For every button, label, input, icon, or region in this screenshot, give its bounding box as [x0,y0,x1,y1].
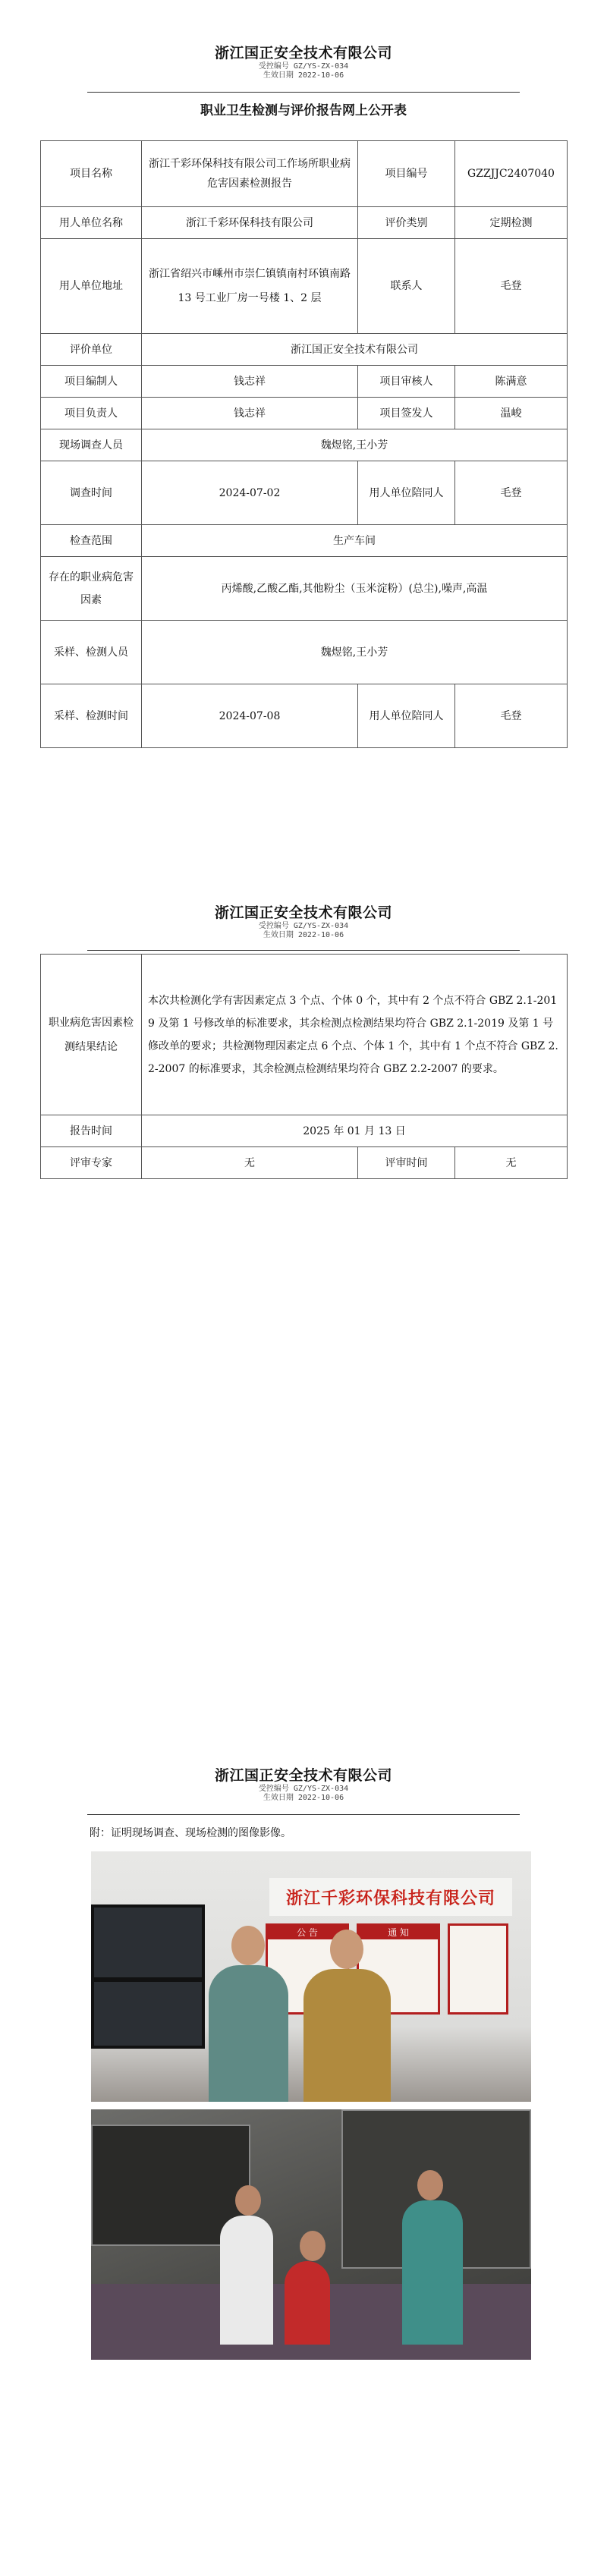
control-number-2: 受控编号 GZ/YS-ZX-034 [258,922,349,930]
report-time-label: 报告时间 [41,1115,142,1147]
surveyor-label: 现场调查人员 [41,429,142,461]
site-testing-photo [91,2109,531,2360]
page-header [87,42,520,80]
project-name-label: 项目名称 [41,141,142,207]
control-number: 受控编号 GZ/YS-ZX-034 [258,62,349,71]
result-label: 职业病危害因素检测结果结论 [41,955,142,1115]
reviewer-label: 项目审核人 [358,366,455,398]
employer-value: 浙江千彩环保科技有限公司 [142,207,358,239]
control-number-3: 受控编号 GZ/YS-ZX-034 [258,1785,349,1793]
effective-date: 生效日期 2022-10-06 [263,71,344,80]
effective-date-3: 生效日期 2022-10-06 [263,1794,344,1802]
leader-value: 钱志祥 [142,398,358,429]
escort-value: 毛登 [455,461,568,525]
address-value: 浙江省绍兴市嵊州市崇仁镇镇南村环镇南路 13 号工业厂房一号楼 1、2 层 [142,239,358,334]
person-2 [304,1969,391,2102]
issuer-value: 温峻 [455,398,568,429]
worker-2 [285,2261,330,2345]
result-table [40,954,568,1179]
escort2-label: 用人单位陪同人 [358,684,455,748]
escort-label: 用人单位陪同人 [358,461,455,525]
header-rule-3 [87,1814,520,1815]
sample-time-label: 采样、检测时间 [41,684,142,748]
compiler-label: 项目编制人 [41,366,142,398]
escort2-value: 毛登 [455,684,568,748]
evaluator-value: 浙江国正安全技术有限公司 [142,334,568,366]
sampler-value: 魏煜铭,王小芳 [142,621,568,684]
company-name-2: 浙江国正安全技术有限公司 [214,904,392,921]
evaluator-label: 评价单位 [41,334,142,366]
report-info-table [40,140,568,748]
eval-type-value: 定期检测 [455,207,568,239]
sample-time-value: 2024-07-08 [142,684,358,748]
worker-3 [402,2200,463,2345]
company-sign: 浙江千彩环保科技有限公司 [269,1878,512,1916]
contact-value: 毛登 [455,239,568,334]
header-rule [87,92,520,93]
worker-1 [220,2216,273,2345]
contact-label: 联系人 [358,239,455,334]
page-header-2 [87,901,520,940]
page-header-3 [87,1764,520,1803]
compiler-value: 钱志祥 [142,366,358,398]
review-time-value: 无 [455,1147,568,1179]
reviewer-value: 陈满意 [455,366,568,398]
notice-board-1-title: 公 告 [268,1926,347,1939]
survey-time-value: 2024-07-02 [142,461,358,525]
company-name-3: 浙江国正安全技术有限公司 [214,1767,392,1784]
appendix-title: 附：证明现场调查、现场检测的图像影像。 [90,1827,291,1839]
result-value: 本次共检测化学有害因素定点 3 个点、个体 0 个，其中有 2 个点不符合 GBZ 2.1-2019 及第 1 号修改单的标准要求，其余检测点检测结果均符合 GBZ 2.1-2019 及第 1 号修改单的要求；共检测物理因素定点 6 个点、个体 1 个，其中有 1 个点不符合 GBZ 2.2-2007 的标准要求，其余检测点检测结果均符合 GBZ 2.2-2007 的要求。 [142,955,568,1115]
hazards-value: 丙烯酸,乙酸乙酯,其他粉尘（玉米淀粉）(总尘),噪声,高温 [142,557,568,621]
expert-label: 评审专家 [41,1147,142,1179]
expert-value: 无 [142,1147,358,1179]
report-time-value: 2025 年 01 月 13 日 [142,1115,568,1147]
hazards-label: 存在的职业病危害因素 [41,557,142,621]
site-survey-photo [91,1851,531,2102]
employer-label: 用人单位名称 [41,207,142,239]
header-rule-2 [87,950,520,951]
notice-board-2-title: 通 知 [359,1926,438,1939]
sampler-label: 采样、检测人员 [41,621,142,684]
survey-time-label: 调查时间 [41,461,142,525]
leader-label: 项目负责人 [41,398,142,429]
effective-date-2: 生效日期 2022-10-06 [263,931,344,939]
company-name: 浙江国正安全技术有限公司 [214,45,392,61]
issuer-label: 项目签发人 [358,398,455,429]
address-label: 用人单位地址 [41,239,142,334]
project-no-value: GZZJJC2407040 [455,141,568,207]
review-time-label: 评审时间 [358,1147,455,1179]
notice-board-3 [448,1923,508,2015]
photo-window [91,1904,205,2049]
project-no-label: 项目编号 [358,141,455,207]
surveyor-value: 魏煜铭,王小芳 [142,429,568,461]
scope-value: 生产车间 [142,525,568,557]
document-title: 职业卫生检测与评价报告网上公开表 [200,103,407,118]
eval-type-label: 评价类别 [358,207,455,239]
project-name-value: 浙江千彩环保科技有限公司工作场所职业病危害因素检测报告 [142,141,358,207]
person-1 [209,1965,288,2102]
scope-label: 检查范围 [41,525,142,557]
